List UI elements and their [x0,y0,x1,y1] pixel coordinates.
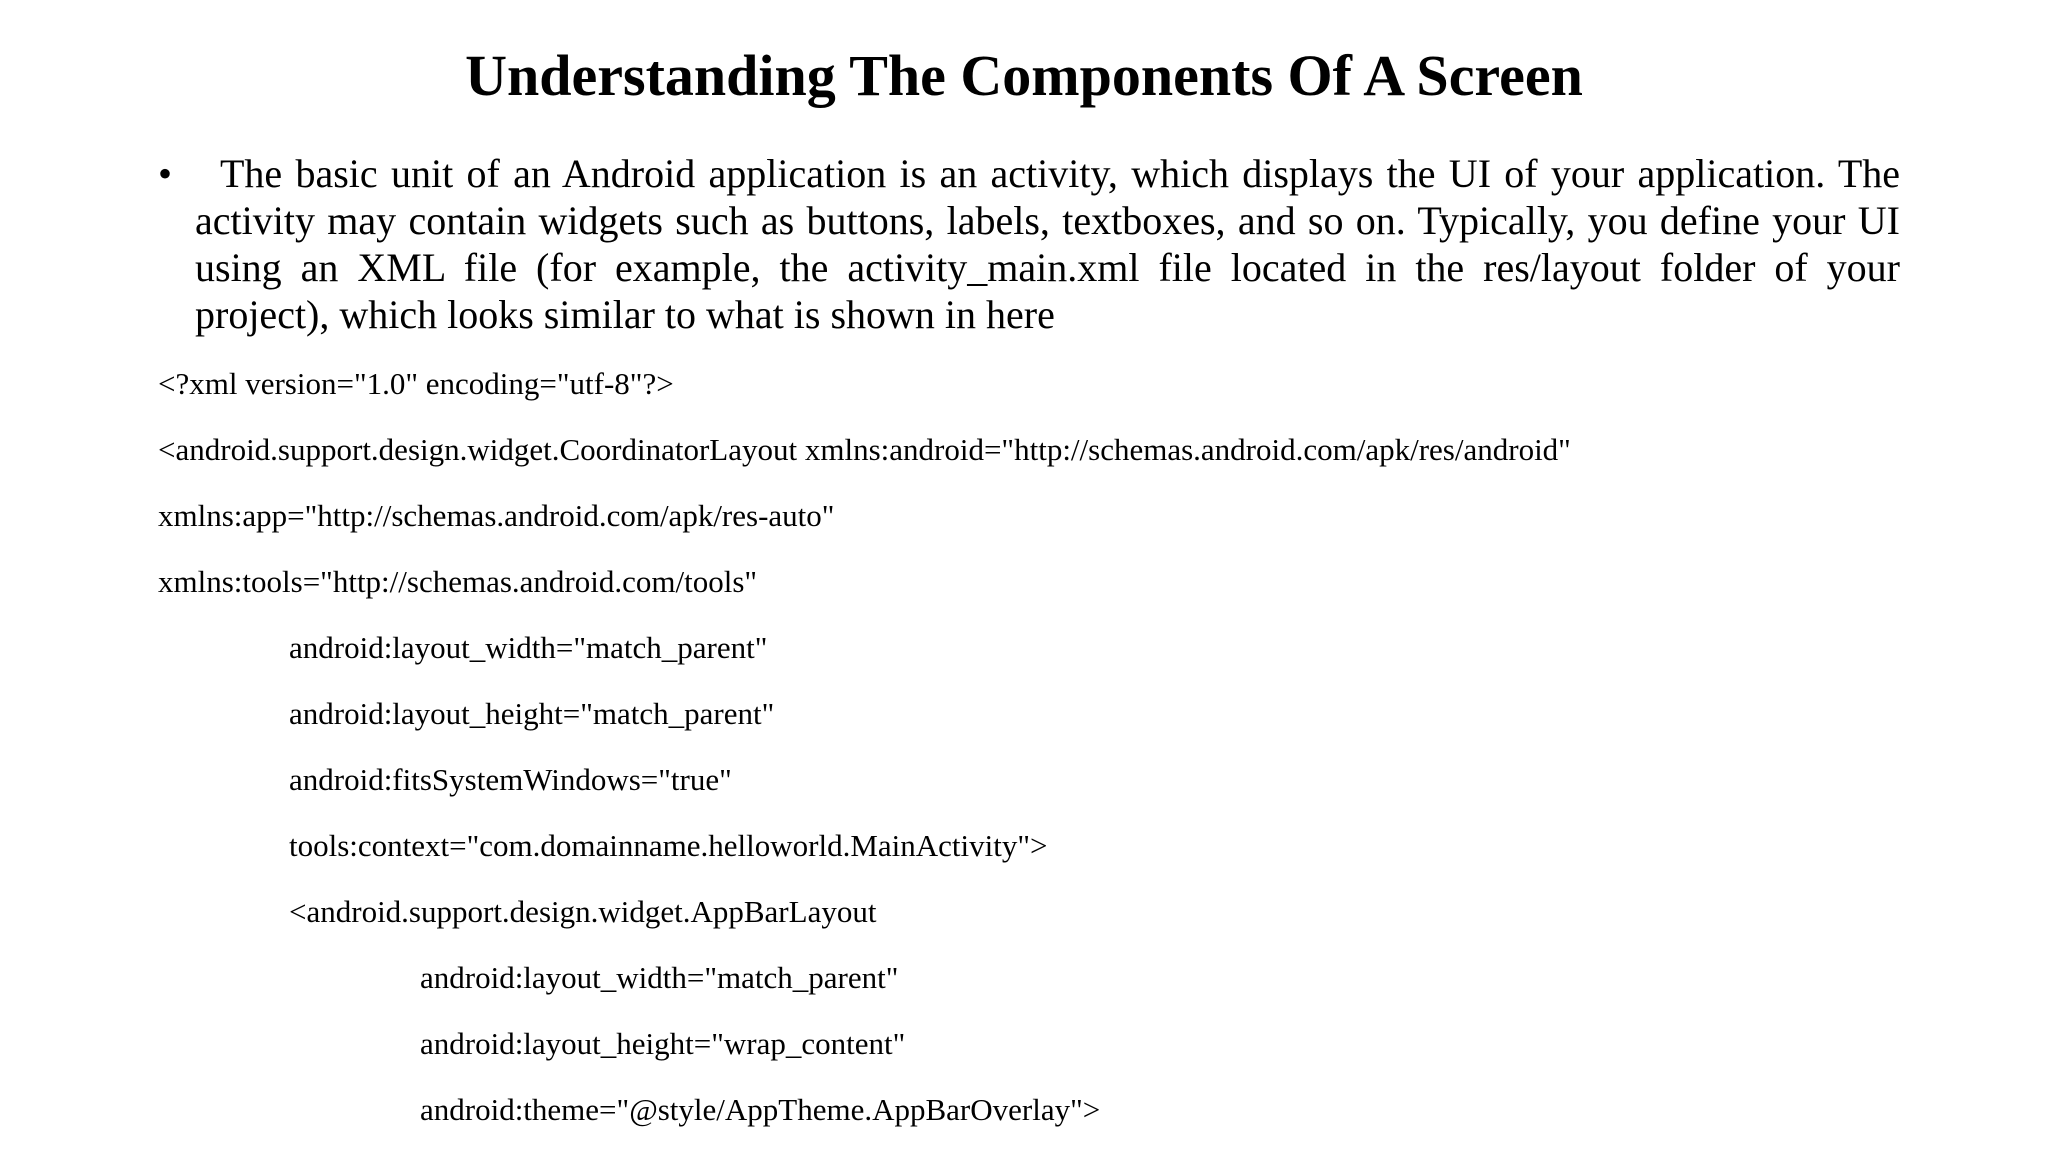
code-line: tools:context="com.domainname.helloworld.MainActivity"> [289,828,1048,863]
code-line: <?xml version="1.0" encoding="utf-8"?> [158,366,674,401]
code-line: android:layout_height="match_parent" [289,696,775,731]
bullet-paragraph [158,150,1900,338]
code-line: android:layout_width="match_parent" [289,630,768,665]
bullet-text: The basic unit of an Android application is an activity, which displays the UI of your application. The activity may contain widgets such as buttons, labels, textboxes, and so on. Typically, you define your UI using an XML file (for example, the activity_main.xml file located in the res/layout folder of your project), which looks similar to what is shown in here [195,151,1900,337]
code-line: android:layout_width="match_parent" [420,960,899,995]
code-line: xmlns:app="http://schemas.android.com/apk/res-auto" [158,498,835,533]
code-line: xmlns:tools="http://schemas.android.com/tools" [158,564,758,599]
code-line: <android.support.design.widget.CoordinatorLayout xmlns:android="http://schemas.android.com/apk/res/android" [158,432,1571,467]
bullet-icon: • [158,151,173,196]
code-line: <android.support.design.widget.AppBarLayout [289,894,877,929]
slide-title: Understanding The Components Of A Screen [465,43,1583,108]
code-line: android:fitsSystemWindows="true" [289,762,732,797]
code-line: android:theme="@style/AppTheme.AppBarOverlay"> [420,1092,1101,1127]
code-line: android:layout_height="wrap_content" [420,1026,906,1061]
xml-code-listing [158,360,1958,1152]
